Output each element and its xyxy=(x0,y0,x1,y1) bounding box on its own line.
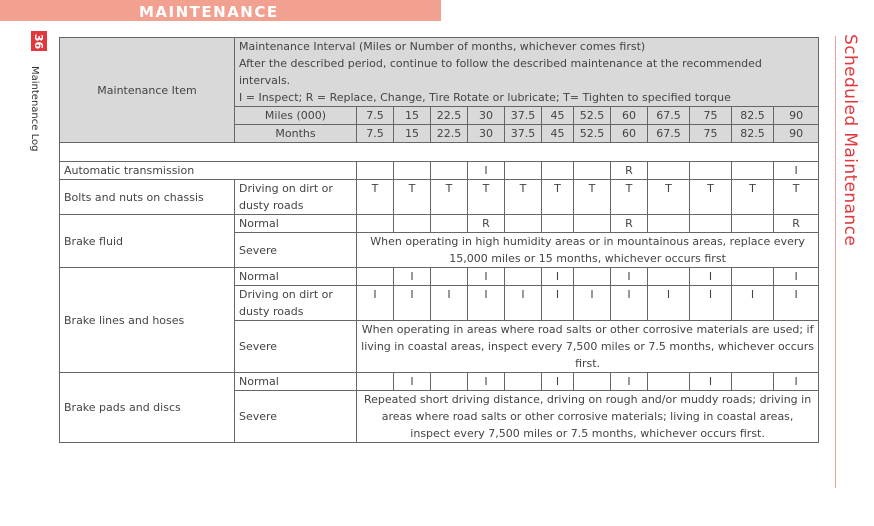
condition-label: Severe xyxy=(235,391,357,443)
interval-cell: 15 xyxy=(394,125,431,143)
schedule-cell: R xyxy=(468,215,505,233)
schedule-cell: R xyxy=(611,162,648,180)
spacer-cell xyxy=(60,143,819,162)
schedule-cell: T xyxy=(542,180,574,215)
months-label: Months xyxy=(235,125,357,143)
schedule-cell: T xyxy=(505,180,542,215)
schedule-cell xyxy=(431,162,468,180)
item-name: Bolts and nuts on chassis xyxy=(60,180,235,215)
schedule-cell xyxy=(542,162,574,180)
schedule-cell: R xyxy=(611,215,648,233)
condition-label: Driving on dirt or dusty roads xyxy=(235,180,357,215)
table-row xyxy=(60,180,819,215)
table-row xyxy=(60,162,819,180)
interval-cell: 37.5 xyxy=(505,125,542,143)
schedule-cell xyxy=(505,162,542,180)
schedule-cell: I xyxy=(774,162,819,180)
interval-cell: 60 xyxy=(611,125,648,143)
schedule-cell: T xyxy=(394,180,431,215)
schedule-cell xyxy=(505,215,542,233)
schedule-cell xyxy=(431,373,468,391)
interval-cell: 82.5 xyxy=(732,125,774,143)
interval-cell: 67.5 xyxy=(648,107,690,125)
schedule-cell: I xyxy=(394,373,431,391)
interval-line: After the described period, continue to follow the described maintenance at the recommended intervals. xyxy=(239,57,762,87)
interval-cell: 45 xyxy=(542,107,574,125)
condition-label: Normal xyxy=(235,268,357,286)
schedule-cell: I xyxy=(774,373,819,391)
schedule-cell xyxy=(648,162,690,180)
schedule-cell: I xyxy=(468,373,505,391)
schedule-cell: T xyxy=(611,180,648,215)
schedule-cell: I xyxy=(732,286,774,321)
schedule-cell: T xyxy=(732,180,774,215)
interval-cell: 90 xyxy=(774,107,819,125)
schedule-cell xyxy=(648,373,690,391)
interval-cell: 75 xyxy=(690,107,732,125)
schedule-cell xyxy=(732,215,774,233)
schedule-cell xyxy=(648,268,690,286)
interval-cell: 7.5 xyxy=(357,125,394,143)
interval-cell: 30 xyxy=(468,125,505,143)
item-name: Brake lines and hoses xyxy=(60,268,235,373)
miles-label: Miles (000) xyxy=(235,107,357,125)
severe-note: Repeated short driving distance, driving on rough and/or muddy roads; driving in areas where road salts or other corrosive materials; living in coastal areas, inspect every 7,500 miles or 7.5 months, whichever occurs first. xyxy=(357,391,819,443)
schedule-cell: I xyxy=(542,286,574,321)
interval-cell: 60 xyxy=(611,107,648,125)
schedule-cell xyxy=(394,162,431,180)
interval-cell: 45 xyxy=(542,125,574,143)
schedule-cell: I xyxy=(431,286,468,321)
schedule-cell: I xyxy=(574,286,611,321)
schedule-cell xyxy=(574,268,611,286)
side-label-maintenance-log: Maintenance Log xyxy=(29,66,40,152)
schedule-cell: T xyxy=(774,180,819,215)
schedule-cell xyxy=(690,215,732,233)
severe-note: When operating in high humidity areas or in mountainous areas, replace every 15,000 miles or 15 months, whichever occurs first xyxy=(357,233,819,268)
section-title: MAINTENANCE xyxy=(139,3,279,21)
condition-label: Normal xyxy=(235,215,357,233)
page-number-badge xyxy=(31,31,47,51)
interval-line: Maintenance Interval (Miles or Number of months, whichever comes first) xyxy=(239,40,646,53)
condition-label: Severe xyxy=(235,233,357,268)
interval-cell: 7.5 xyxy=(357,107,394,125)
interval-cell: 52.5 xyxy=(574,125,611,143)
schedule-cell: T xyxy=(468,180,505,215)
schedule-cell: I xyxy=(611,373,648,391)
schedule-cell: I xyxy=(690,373,732,391)
schedule-cell xyxy=(648,215,690,233)
page-number: 36 xyxy=(32,33,46,49)
schedule-cell: I xyxy=(774,286,819,321)
schedule-cell xyxy=(431,215,468,233)
schedule-cell xyxy=(431,268,468,286)
schedule-cell: T xyxy=(357,180,394,215)
schedule-cell: T xyxy=(431,180,468,215)
table-row xyxy=(60,268,819,286)
interval-cell: 30 xyxy=(468,107,505,125)
schedule-cell: I xyxy=(611,268,648,286)
interval-cell: 67.5 xyxy=(648,125,690,143)
maintenance-table xyxy=(59,37,819,443)
schedule-cell xyxy=(357,162,394,180)
interval-cell: 52.5 xyxy=(574,107,611,125)
schedule-cell xyxy=(542,215,574,233)
schedule-cell: I xyxy=(774,268,819,286)
schedule-cell xyxy=(357,215,394,233)
table-row xyxy=(60,373,819,391)
schedule-cell xyxy=(732,162,774,180)
interval-cell: 22.5 xyxy=(431,107,468,125)
condition-label: Normal xyxy=(235,373,357,391)
schedule-cell xyxy=(394,215,431,233)
schedule-cell xyxy=(732,268,774,286)
table-row xyxy=(60,215,819,233)
schedule-cell xyxy=(690,162,732,180)
schedule-cell: I xyxy=(468,162,505,180)
condition-label: Severe xyxy=(235,321,357,373)
schedule-cell xyxy=(505,268,542,286)
schedule-cell: T xyxy=(574,180,611,215)
schedule-cell xyxy=(574,215,611,233)
side-label-scheduled-maintenance: Scheduled Maintenance xyxy=(840,34,860,247)
schedule-cell: I xyxy=(357,286,394,321)
schedule-cell: I xyxy=(468,286,505,321)
severe-note: When operating in areas where road salts or other corrosive materials are used; if living in coastal areas, inspect every 7,500 miles or 7.5 months, whichever occurs first. xyxy=(357,321,819,373)
schedule-cell: I xyxy=(542,373,574,391)
schedule-cell: I xyxy=(394,286,431,321)
schedule-cell: I xyxy=(690,268,732,286)
schedule-cell xyxy=(357,373,394,391)
schedule-cell xyxy=(574,162,611,180)
schedule-cell: T xyxy=(648,180,690,215)
interval-cell: 15 xyxy=(394,107,431,125)
interval-cell: 90 xyxy=(774,125,819,143)
schedule-cell: I xyxy=(394,268,431,286)
schedule-cell xyxy=(505,373,542,391)
maintenance-item-header: Maintenance Item xyxy=(60,38,235,143)
interval-description xyxy=(235,38,819,107)
condition-label: Driving on dirt or dusty roads xyxy=(235,286,357,321)
item-name: Brake pads and discs xyxy=(60,373,235,443)
right-margin-rule xyxy=(835,36,836,488)
schedule-cell: R xyxy=(774,215,819,233)
item-name: Automatic transmission xyxy=(60,162,357,180)
schedule-cell: I xyxy=(690,286,732,321)
interval-cell: 82.5 xyxy=(732,107,774,125)
schedule-cell: I xyxy=(542,268,574,286)
schedule-cell: I xyxy=(648,286,690,321)
schedule-cell: I xyxy=(505,286,542,321)
schedule-cell xyxy=(574,373,611,391)
interval-cell: 75 xyxy=(690,125,732,143)
interval-cell: 37.5 xyxy=(505,107,542,125)
interval-line: I = Inspect; R = Replace, Change, Tire Rotate or lubricate; T= Tighten to specified torque xyxy=(239,91,731,104)
schedule-cell xyxy=(357,268,394,286)
interval-cell: 22.5 xyxy=(431,125,468,143)
schedule-cell: I xyxy=(611,286,648,321)
schedule-cell: I xyxy=(468,268,505,286)
item-name: Brake fluid xyxy=(60,215,235,268)
schedule-cell: T xyxy=(690,180,732,215)
spacer-row xyxy=(60,143,819,162)
schedule-cell xyxy=(732,373,774,391)
